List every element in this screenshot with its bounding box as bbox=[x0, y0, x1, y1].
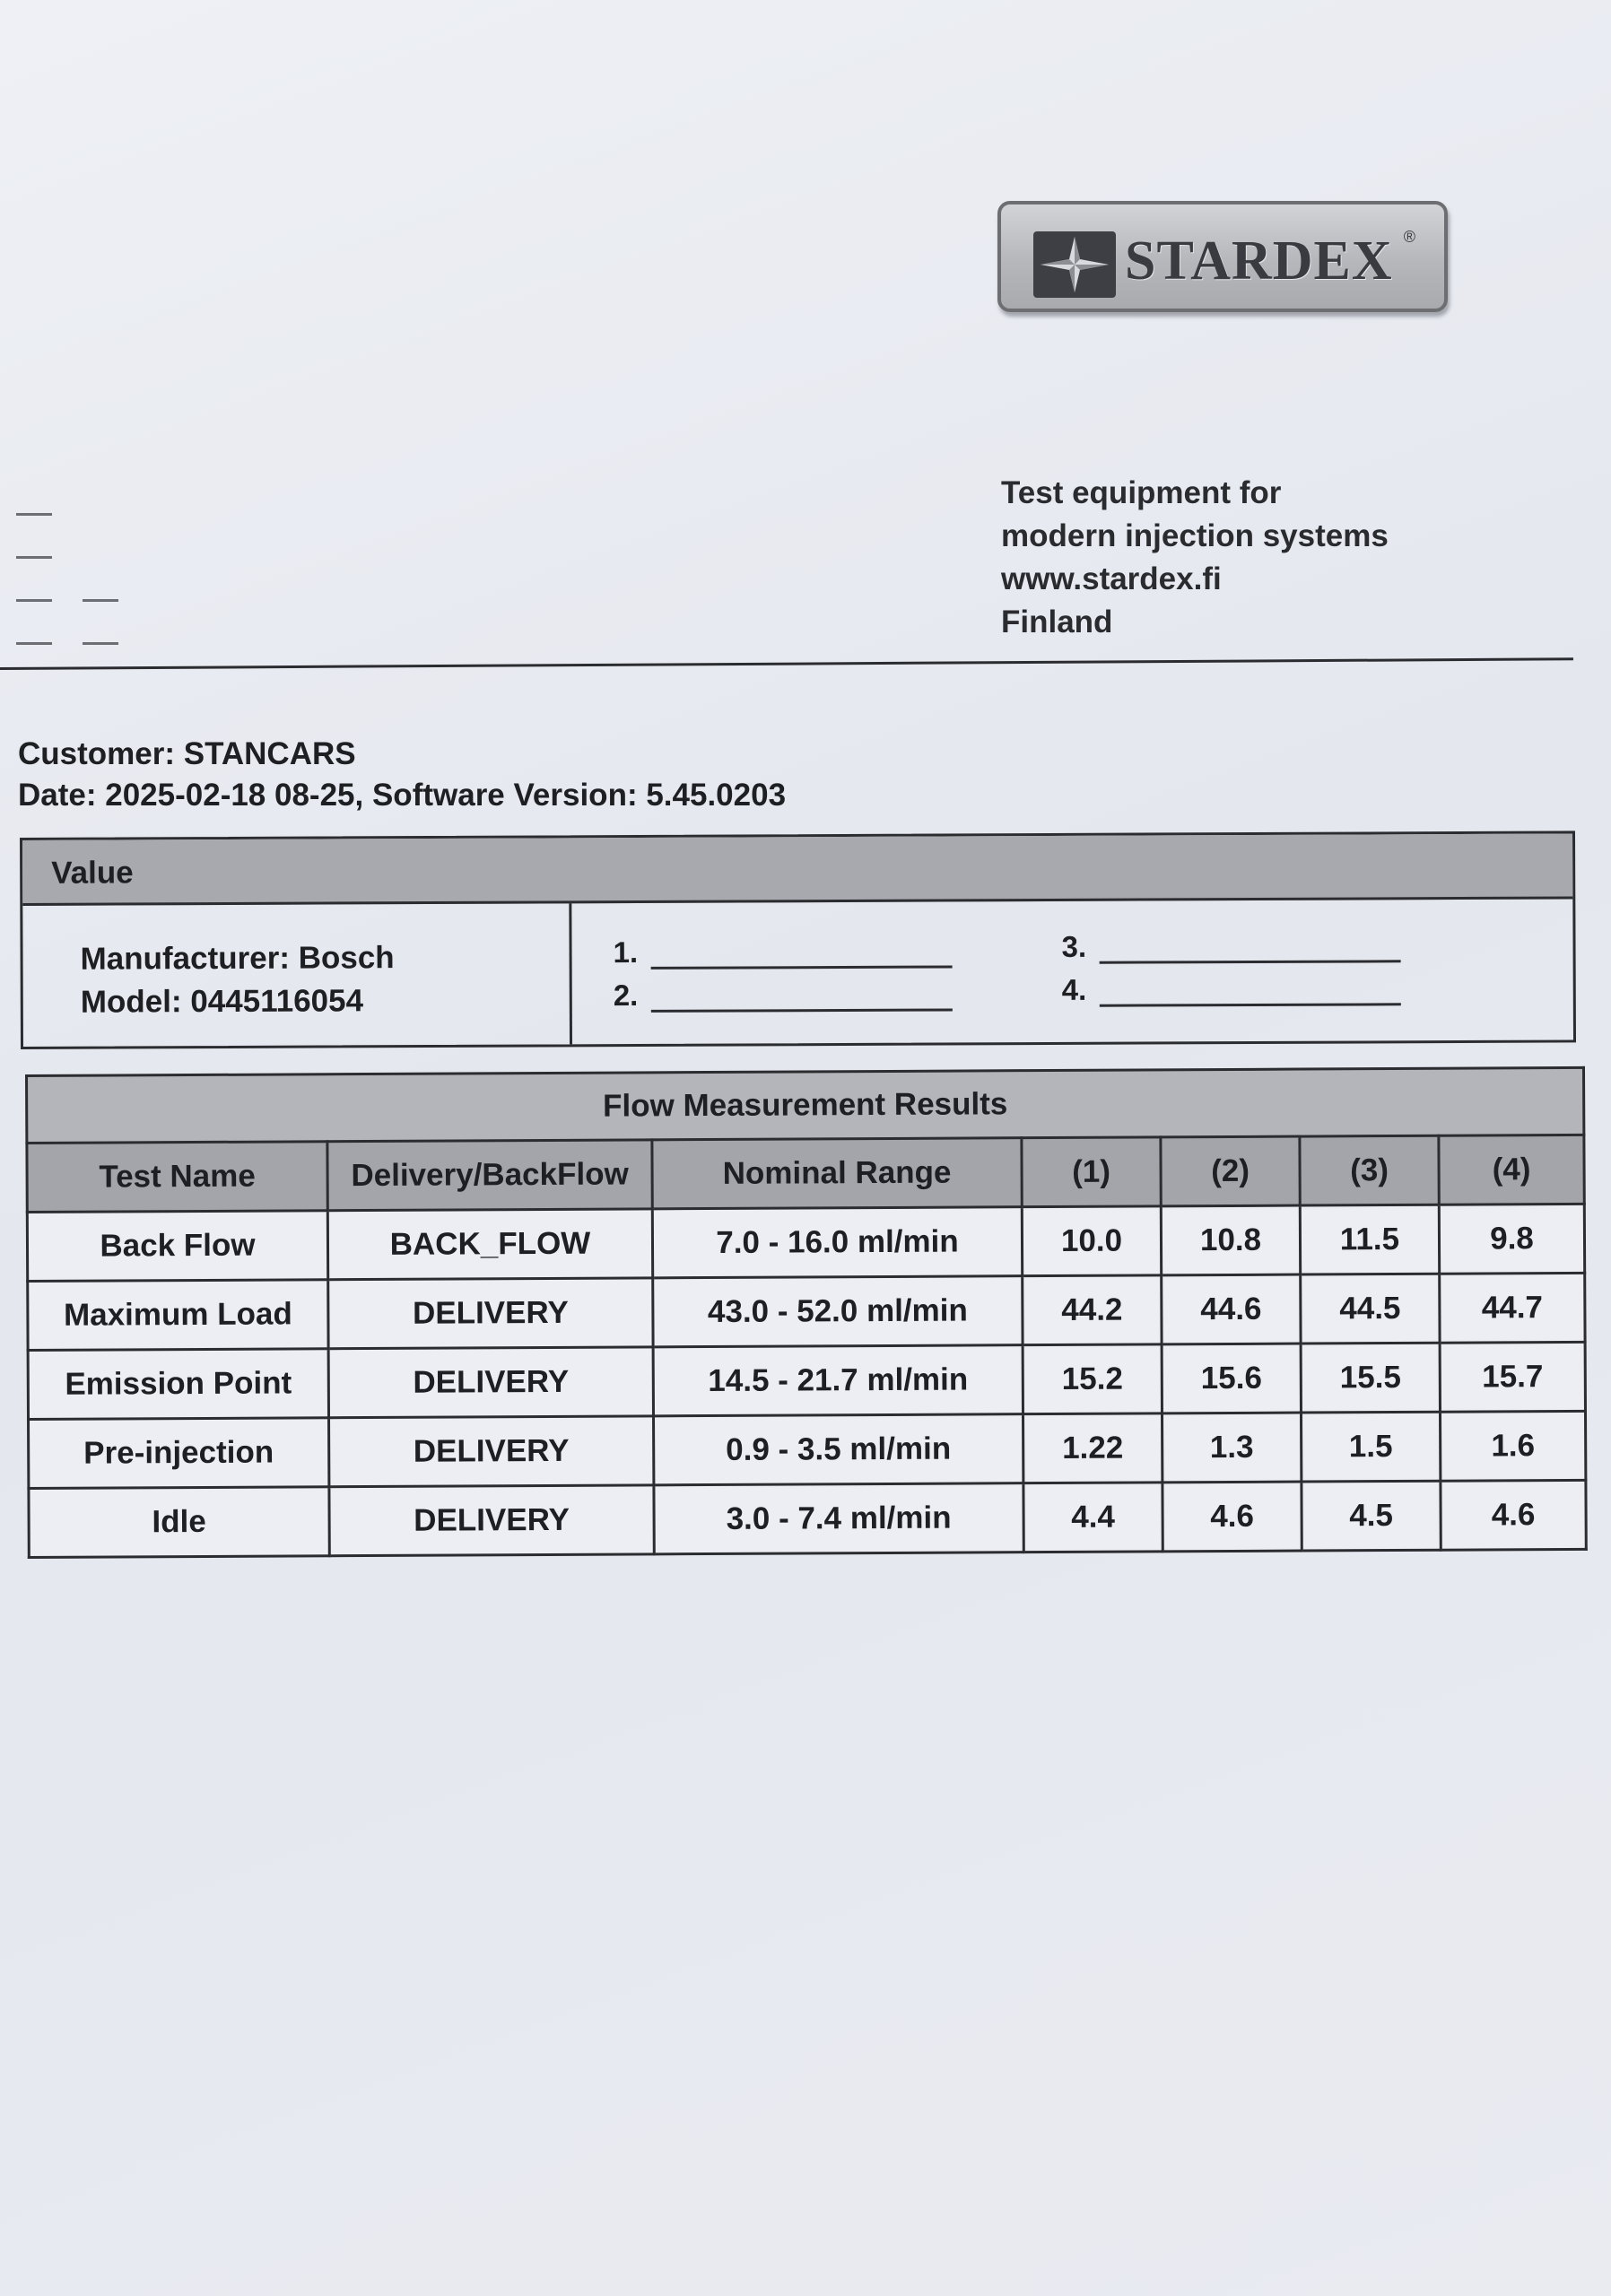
table-title: Flow Measurement Results bbox=[27, 1067, 1584, 1143]
table-cell: 1.5 bbox=[1301, 1412, 1440, 1482]
table-cell: 9.8 bbox=[1439, 1204, 1584, 1274]
column-header: (2) bbox=[1161, 1136, 1300, 1206]
slot-number: 1. bbox=[613, 935, 639, 970]
table-cell: DELIVERY bbox=[328, 1347, 653, 1418]
model-label: Model: 0445116054 bbox=[80, 983, 364, 1020]
table-row bbox=[28, 1342, 1585, 1419]
slot-number: 4. bbox=[1061, 972, 1087, 1006]
table-cell: 1.22 bbox=[1023, 1413, 1162, 1483]
column-header: (1) bbox=[1022, 1137, 1161, 1207]
blank-line bbox=[650, 981, 952, 1012]
table-row bbox=[29, 1411, 1586, 1488]
table-cell: 11.5 bbox=[1300, 1205, 1439, 1274]
table-cell: 44.5 bbox=[1301, 1274, 1440, 1344]
table-cell: 15.7 bbox=[1440, 1342, 1585, 1412]
table-cell: DELIVERY bbox=[328, 1278, 653, 1349]
registered-mark: ® bbox=[1403, 228, 1415, 246]
blank-line bbox=[650, 938, 952, 969]
table-cell: Maximum Load bbox=[28, 1280, 328, 1351]
table-cell: 1.3 bbox=[1162, 1413, 1301, 1483]
manufacturer-label: Manufacturer: Bosch bbox=[80, 940, 395, 977]
table-cell: BACK_FLOW bbox=[327, 1209, 652, 1280]
slot-3 bbox=[1061, 928, 1400, 964]
blank-line bbox=[1099, 976, 1400, 1006]
table-cell: 4.6 bbox=[1163, 1482, 1302, 1552]
injector-slots bbox=[571, 899, 1573, 1044]
table-cell: 0.9 - 3.5 ml/min bbox=[654, 1414, 1023, 1485]
table-cell: 1.6 bbox=[1440, 1411, 1585, 1481]
table-cell: Emission Point bbox=[28, 1349, 328, 1420]
value-panel-header: Value bbox=[22, 833, 1572, 906]
logo-wordmark: STARDEX bbox=[1125, 230, 1393, 291]
column-header: Delivery/BackFlow bbox=[327, 1140, 652, 1211]
company-address bbox=[1001, 472, 1389, 644]
table-cell: 4.6 bbox=[1441, 1480, 1586, 1550]
table-cell: 10.0 bbox=[1022, 1206, 1161, 1276]
table-cell: 43.0 - 52.0 ml/min bbox=[653, 1276, 1023, 1347]
flow-results-table bbox=[25, 1066, 1585, 1559]
table-header-row bbox=[27, 1135, 1584, 1212]
customer-label: Customer: STANCARS bbox=[18, 736, 356, 771]
column-header: Test Name bbox=[27, 1142, 327, 1213]
column-header: (3) bbox=[1300, 1135, 1439, 1205]
table-cell: Back Flow bbox=[27, 1211, 327, 1282]
table-cell: 44.6 bbox=[1162, 1274, 1301, 1344]
stardex-logo bbox=[997, 201, 1448, 312]
table-cell: 44.7 bbox=[1440, 1273, 1585, 1343]
table-cell: 14.5 - 21.7 ml/min bbox=[653, 1345, 1023, 1416]
report-meta bbox=[18, 734, 786, 816]
table-cell: DELIVERY bbox=[329, 1485, 654, 1556]
value-panel bbox=[20, 831, 1576, 1049]
header-divider bbox=[0, 657, 1573, 670]
table-cell: Pre-injection bbox=[29, 1418, 329, 1489]
column-header: (4) bbox=[1439, 1135, 1584, 1205]
table-cell: 4.5 bbox=[1302, 1481, 1441, 1551]
table-cell: 44.2 bbox=[1023, 1275, 1162, 1345]
column-header: Nominal Range bbox=[652, 1138, 1022, 1209]
slot-4 bbox=[1062, 971, 1401, 1007]
table-cell: 15.2 bbox=[1023, 1344, 1162, 1414]
table-cell: 10.8 bbox=[1161, 1205, 1300, 1275]
blank-line bbox=[1099, 933, 1400, 963]
injector-info bbox=[22, 903, 572, 1047]
table-cell: 15.5 bbox=[1301, 1343, 1440, 1413]
slot-2 bbox=[614, 977, 953, 1013]
table-cell: 15.6 bbox=[1162, 1344, 1301, 1413]
table-cell: DELIVERY bbox=[329, 1416, 654, 1487]
table-row bbox=[29, 1480, 1586, 1557]
table-cell: Idle bbox=[29, 1487, 329, 1558]
table-cell: 7.0 - 16.0 ml/min bbox=[652, 1207, 1022, 1278]
star-compass-icon bbox=[1033, 231, 1116, 298]
date-software-label: Date: 2025-02-18 08-25, Software Version: 5.45.0203 bbox=[18, 778, 787, 813]
company-website: www.stardex.fi bbox=[1001, 561, 1222, 596]
table-row bbox=[27, 1204, 1584, 1281]
slot-number: 2. bbox=[613, 978, 639, 1013]
company-line: Test equipment for bbox=[1001, 475, 1282, 510]
company-country: Finland bbox=[1001, 604, 1113, 639]
slot-number: 3. bbox=[1061, 929, 1087, 963]
company-line: modern injection systems bbox=[1001, 518, 1389, 553]
slot-1 bbox=[613, 934, 952, 970]
table-row bbox=[28, 1273, 1585, 1350]
table-cell: 4.4 bbox=[1023, 1483, 1163, 1552]
table-cell: 3.0 - 7.4 ml/min bbox=[654, 1483, 1023, 1554]
